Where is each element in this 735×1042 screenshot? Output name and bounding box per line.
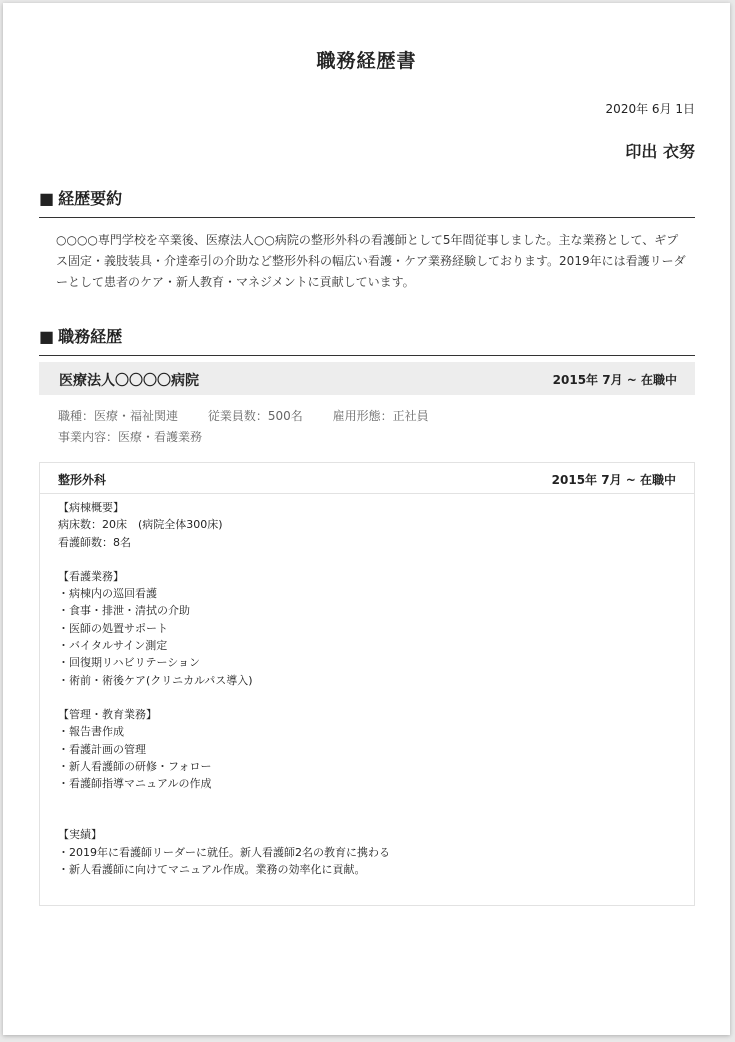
list-item: ・食事・排泄・清拭の介助 xyxy=(58,604,190,618)
list-item: ・新人看護師の研修・フォロー xyxy=(58,759,212,773)
department-body xyxy=(58,499,678,878)
block-title: 【管理・教育業務】 xyxy=(58,707,157,721)
resume-page xyxy=(3,3,730,1035)
career-heading xyxy=(39,324,695,356)
list-item: ・報告書作成 xyxy=(58,725,124,739)
department-period: 2015年 7月 ~ 在職中 xyxy=(551,473,676,487)
list-item: ・回復期リハビリテーション xyxy=(58,656,201,670)
company-period: 2015年 7月 ~ 在職中 xyxy=(552,373,677,387)
company-name: 医療法人〇〇〇〇病院 xyxy=(59,373,199,389)
list-item: ・看護計画の管理 xyxy=(58,742,146,756)
summary-heading-text: 経歴要約 xyxy=(58,189,123,208)
ward-overview-block xyxy=(58,499,678,551)
block-title: 【実績】 xyxy=(58,828,102,842)
list-item: ・新人看護師に向けてマニュアル作成。業務の効率化に貢献。 xyxy=(58,863,366,877)
document-date: 2020年 6月 1日 xyxy=(605,102,695,116)
department-name: 整形外科 xyxy=(58,473,107,487)
summary-heading xyxy=(39,186,695,218)
company-industry: 職種：医療・福祉関連 xyxy=(58,409,179,423)
company-header xyxy=(39,362,695,395)
management-duties-block xyxy=(58,706,678,792)
career-heading-text: 職務経歴 xyxy=(58,327,123,346)
company-meta-row xyxy=(58,407,455,424)
company-employment-type: 雇用形態：正社員 xyxy=(332,409,429,423)
company-business: 事業内容：医療・看護業務 xyxy=(58,430,203,444)
list-item: ・バイタルサイン測定 xyxy=(58,639,168,653)
applicant-name: 印出 衣努 xyxy=(625,142,695,161)
list-item: ・看護師指導マニュアルの作成 xyxy=(58,777,212,791)
square-marker-icon: ■ xyxy=(39,189,55,208)
list-item: ・病棟内の巡回看護 xyxy=(58,587,157,601)
list-item: 病床数：20床 (病院全体300床) xyxy=(58,518,223,532)
achievements-block xyxy=(58,826,678,878)
summary-text: ○○○○専門学校を卒業後、医療法人○○病院の整形外科の看護師として5年間従事しました。主な業務として、ギプス固定・義肢装具・介達牽引の介助など整形外科の幅広い看護・ケア業務経験しております。2019年には看護リーダーとして患者のケア・新人教育・マネジメントに貢献しています。 xyxy=(56,233,686,289)
company-employees: 従業員数：500名 xyxy=(207,409,303,423)
list-item: 看護師数：8名 xyxy=(58,535,131,549)
list-item: ・2019年に看護師リーダーに就任。新人看護師2名の教育に携わる xyxy=(58,845,390,859)
document-title: 職務経歴書 xyxy=(316,50,417,72)
department-header xyxy=(40,463,694,494)
block-title: 【病棟概要】 xyxy=(58,501,124,514)
list-item: ・術前・術後ケア(クリニカルパス導入) xyxy=(58,673,253,687)
nursing-duties-block xyxy=(58,568,678,689)
block-title: 【看護業務】 xyxy=(58,569,124,583)
list-item: ・医師の処置サポート xyxy=(58,621,168,635)
square-marker-icon: ■ xyxy=(39,327,55,346)
department-box xyxy=(39,462,695,906)
